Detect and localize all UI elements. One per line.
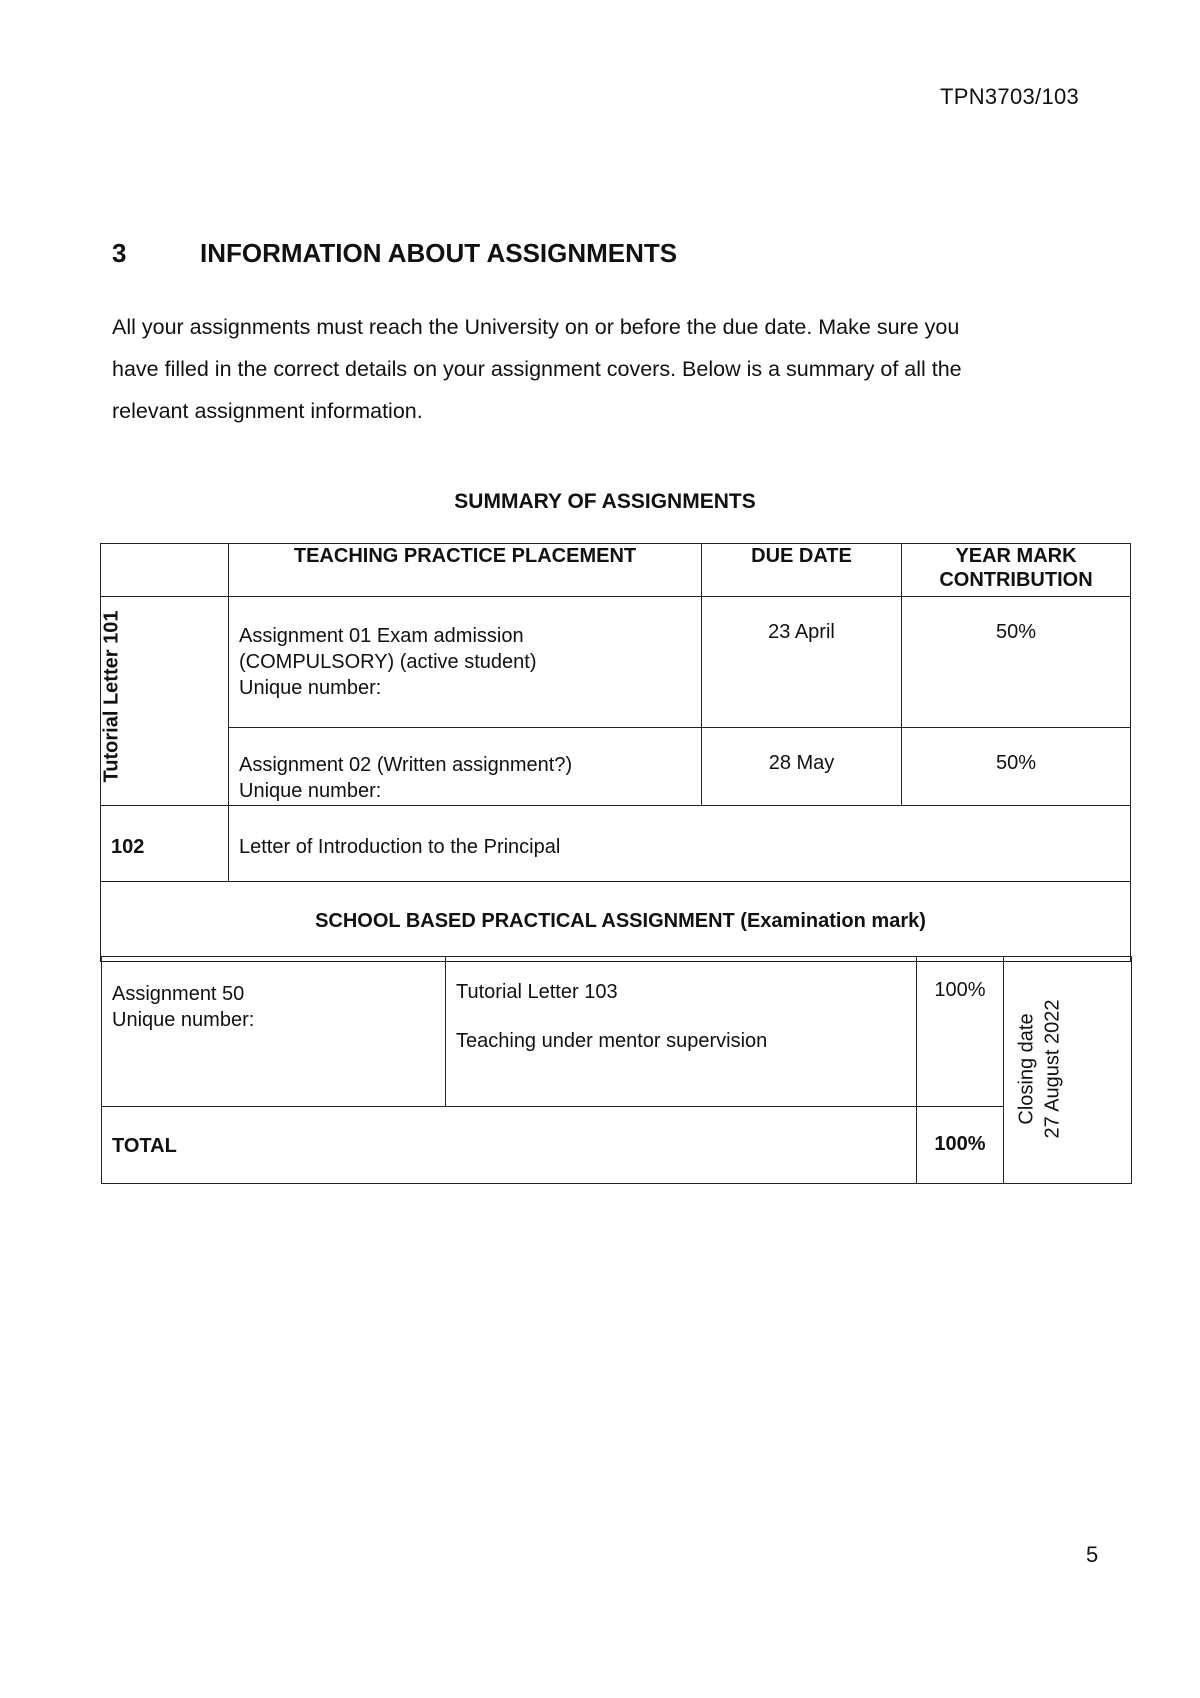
closing-date-line1: Closing date bbox=[1015, 1013, 1038, 1125]
assignment-01-line: Assignment 01 Exam admission bbox=[239, 625, 524, 647]
assignments-table bbox=[100, 543, 1131, 962]
rotated-label-wrap bbox=[101, 597, 228, 805]
page-number: 5 bbox=[1086, 1542, 1099, 1567]
assignment-50-line: Unique number: bbox=[112, 1009, 255, 1031]
table-row bbox=[101, 727, 1131, 805]
assignment-01-line: Unique number: bbox=[239, 677, 382, 699]
table-row bbox=[101, 806, 1131, 882]
assignment-02-cell bbox=[229, 727, 702, 805]
closing-date-cell bbox=[1004, 957, 1132, 1184]
section-heading bbox=[112, 238, 677, 269]
tutorial-letter-101-cell bbox=[101, 597, 229, 806]
total-label: TOTAL bbox=[102, 1106, 917, 1183]
row-102-text: Letter of Introduction to the Principal bbox=[229, 806, 1131, 882]
assignment-01-cell bbox=[229, 597, 702, 728]
intro-paragraph bbox=[112, 306, 1102, 432]
school-based-table bbox=[101, 956, 1132, 1184]
closing-date-label bbox=[1014, 999, 1066, 1138]
total-value: 100% bbox=[917, 1106, 1004, 1183]
intro-line: All your assignments must reach the University on or before the due date. Make sure you bbox=[112, 315, 960, 339]
table-header-row bbox=[101, 544, 1131, 597]
section-number: 3 bbox=[112, 238, 127, 268]
section-title: INFORMATION ABOUT ASSIGNMENTS bbox=[200, 238, 678, 268]
assignment-01-line: (COMPULSORY) (active student) bbox=[239, 651, 537, 673]
summary-title: SUMMARY OF ASSIGNMENTS bbox=[454, 490, 756, 513]
header-year-mark-line1: YEAR MARK bbox=[955, 545, 1077, 567]
assignment-01-due: 23 April bbox=[702, 597, 902, 728]
assignment-50-line: Assignment 50 bbox=[112, 983, 245, 1005]
header-placement: TEACHING PRACTICE PLACEMENT bbox=[229, 544, 702, 597]
row-102-code: 102 bbox=[101, 806, 229, 882]
school-based-title: SCHOOL BASED PRACTICAL ASSIGNMENT (Examination mark) bbox=[101, 882, 1131, 962]
header-empty-cell bbox=[101, 544, 229, 597]
assignment-50-tutorial: Tutorial Letter 103 bbox=[456, 981, 618, 1003]
assignment-50-description: Teaching under mentor supervision bbox=[456, 1030, 768, 1052]
assignment-02-line: Unique number: bbox=[239, 779, 382, 802]
header-year-mark bbox=[902, 544, 1131, 597]
assignment-50-cell bbox=[102, 957, 446, 1107]
intro-line: relevant assignment information. bbox=[112, 399, 423, 423]
closing-date-line2: 27 August 2022 bbox=[1041, 999, 1064, 1139]
assignment-50-detail-cell bbox=[446, 957, 917, 1107]
intro-line: have filled in the correct details on your assignment covers. Below is a summary of all the bbox=[112, 357, 962, 381]
assignment-01-contribution: 50% bbox=[902, 597, 1131, 728]
table-row bbox=[101, 597, 1131, 728]
assignment-50-contribution: 100% bbox=[917, 957, 1004, 1107]
assignment-02-line: Assignment 02 (Written assignment?) bbox=[239, 753, 573, 776]
header-due-date: DUE DATE bbox=[702, 544, 902, 597]
rotated-closing-wrap bbox=[1004, 957, 1131, 1183]
assignment-02-due: 28 May bbox=[702, 727, 902, 805]
table-row bbox=[102, 957, 1132, 1107]
tutorial-letter-101-label: Tutorial Letter 101 bbox=[100, 610, 123, 783]
table-row bbox=[102, 1106, 1132, 1183]
table-row bbox=[101, 882, 1131, 962]
header-year-mark-line2: CONTRIBUTION bbox=[939, 569, 1093, 591]
assignment-02-contribution: 50% bbox=[902, 727, 1131, 805]
document-reference: TPN3703/103 bbox=[940, 84, 1080, 109]
